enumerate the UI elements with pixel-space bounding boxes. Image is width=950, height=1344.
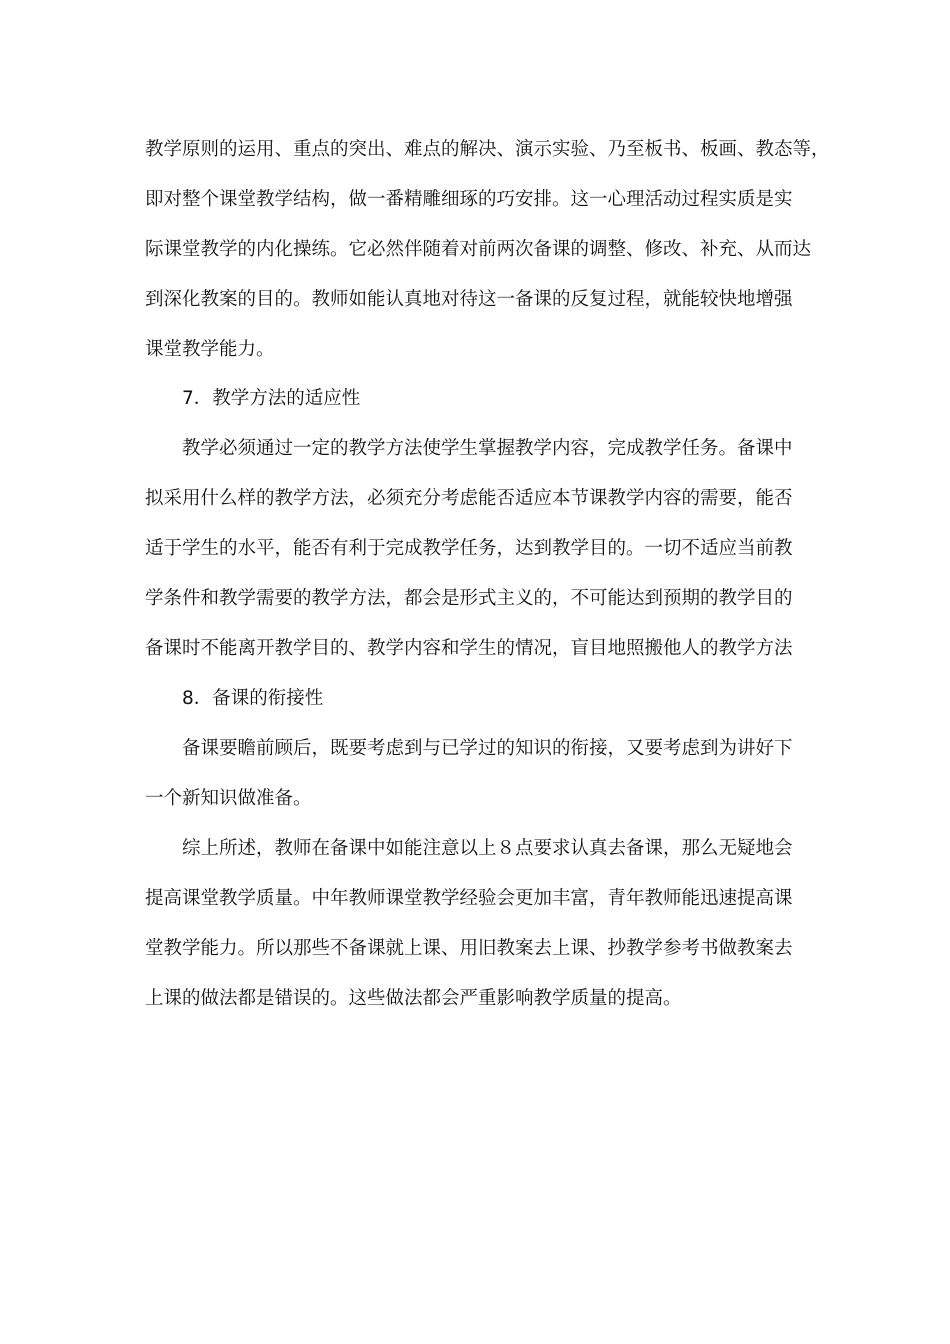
- paragraph-line: 提高课堂教学质量。中年教师课堂教学经验会更加丰富，青年教师能迅速提高课: [145, 888, 793, 909]
- paragraph-line: 堂教学能力。所以那些不备课就上课、用旧教案去上课、抄教学参考书做教案去: [145, 938, 793, 959]
- paragraph-line: 备课时不能离开教学目的、教学内容和学生的情况，盲目地照搬他人的教学方法: [145, 638, 793, 659]
- paragraph-line: 综上所述，教师在备课中如能注意以上８点要求认真去备课，那么无疑地会: [182, 838, 793, 859]
- paragraph-line: 备课要瞻前顾后，既要考虑到与已学过的知识的衔接，又要考虑到为讲好下: [182, 738, 793, 759]
- paragraph-line: 拟采用什么样的教学方法，必须充分考虑能否适应本节课教学内容的需要，能否: [145, 488, 793, 509]
- section-heading: 7．教学方法的适应性: [182, 388, 361, 409]
- paragraph-line: 适于学生的水平，能否有利于完成教学任务，达到教学目的。一切不适应当前教: [145, 538, 793, 559]
- paragraph-line: 即对整个课堂教学结构，做一番精雕细琢的巧安排。这一心理活动过程实质是实: [145, 189, 793, 210]
- paragraph-line: 一个新知识做准备。: [145, 788, 312, 809]
- paragraph-line: 学条件和教学需要的教学方法，都会是形式主义的，不可能达到预期的教学目的: [145, 588, 793, 609]
- paragraph-line: 教学原则的运用、重点的突出、难点的解决、演示实验、乃至板书、板画、教态等，: [145, 139, 830, 160]
- paragraph-line: 教学必须通过一定的教学方法使学生掌握教学内容，完成教学任务。备课中: [182, 438, 793, 459]
- paragraph-line: 到深化教案的目的。教师如能认真地对待这一备课的反复过程，就能较快地增强: [145, 289, 793, 310]
- paragraph-line: 际课堂教学的内化操练。它必然伴随着对前两次备课的调整、修改、补充、从而达: [145, 239, 812, 260]
- section-heading: 8．备课的衔接性: [182, 688, 324, 709]
- paragraph-line: 课堂教学能力。: [145, 339, 275, 360]
- paragraph-line: 上课的做法都是错误的。这些做法都会严重影响教学质量的提高。: [145, 988, 682, 1009]
